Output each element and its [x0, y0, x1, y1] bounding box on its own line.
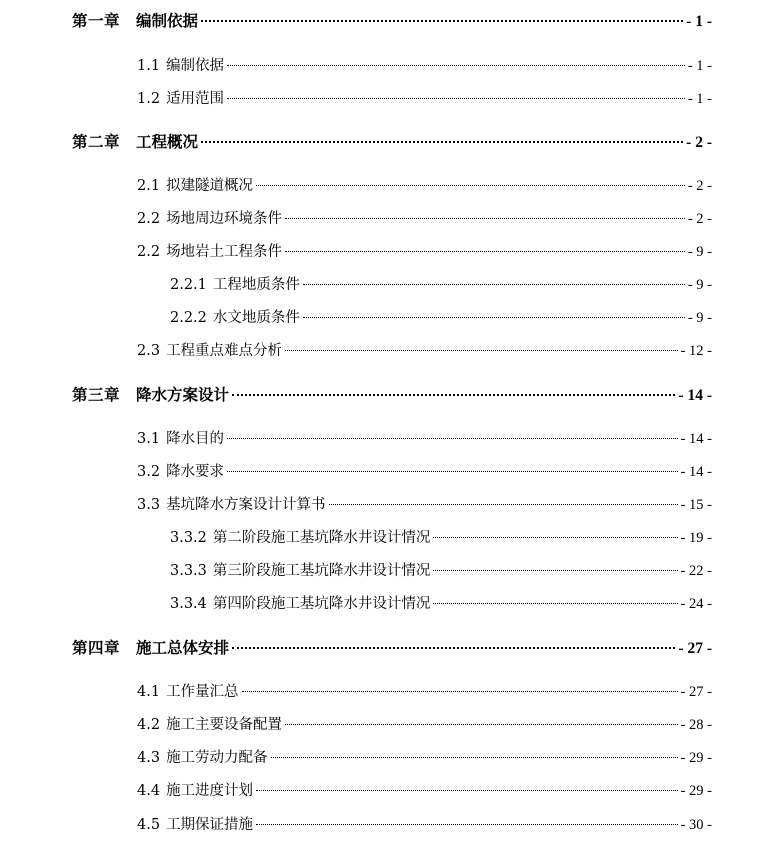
entry-title: 拟建隧道概况 [166, 178, 254, 194]
entry-title: 工程重点难点分析 [166, 343, 283, 359]
dot-leader [433, 537, 677, 538]
entry-title: 降水方案设计 [136, 385, 230, 404]
dot-leader [232, 647, 675, 649]
dot-leader [242, 691, 678, 692]
entry-title: 施工主要设备配置 [166, 717, 283, 733]
dot-leader [232, 394, 675, 396]
entry-number: 第二章 [72, 132, 121, 151]
entry-title: 施工总体安排 [136, 638, 230, 657]
entry-title: 第三阶段施工基坑降水井设计情况 [212, 563, 431, 579]
toc-section-entry[interactable] [137, 461, 712, 483]
toc-section-entry[interactable] [137, 241, 712, 263]
entry-title: 编制依据 [166, 58, 225, 74]
entry-number: 3.3.4 [170, 596, 207, 612]
entry-number: 2.2.1 [170, 277, 207, 293]
page-number: - 19 - [680, 530, 712, 546]
toc-subsection-entry[interactable] [170, 593, 712, 615]
toc-section-entry[interactable] [137, 494, 712, 516]
entry-number: 4.4 [137, 783, 161, 799]
page-number: - 2 - [687, 211, 712, 227]
toc-section-entry[interactable] [137, 340, 712, 362]
dot-leader [285, 218, 685, 219]
entry-title: 降水目的 [166, 431, 225, 447]
dot-leader [227, 98, 685, 99]
entry-title: 场地岩土工程条件 [166, 244, 283, 260]
entry-number: 3.3 [137, 497, 161, 513]
entry-title: 施工进度计划 [166, 783, 254, 799]
entry-title: 第二阶段施工基坑降水井设计情况 [212, 530, 431, 546]
dot-leader [285, 350, 678, 351]
page-number: - 1 - [687, 58, 712, 74]
entry-number: 2.2 [137, 244, 161, 260]
dot-leader [303, 284, 685, 285]
page-number: - 9 - [687, 277, 712, 293]
toc-section-entry[interactable] [137, 747, 712, 769]
dot-leader [303, 317, 685, 318]
entry-number: 第三章 [72, 385, 121, 404]
page-number: - 15 - [680, 497, 712, 513]
page-number: - 22 - [680, 563, 712, 579]
entry-number: 2.1 [137, 178, 161, 194]
dot-leader [227, 65, 685, 66]
toc-subsection-entry[interactable] [170, 527, 712, 549]
page-number: - 30 - [680, 817, 712, 833]
dot-leader [227, 471, 678, 472]
entry-title: 工程概况 [136, 132, 199, 151]
page-number: - 29 - [680, 783, 712, 799]
entry-title: 降水要求 [166, 464, 225, 480]
page-number: - 28 - [680, 717, 712, 733]
page-number: - 1 - [687, 91, 712, 107]
page-number: - 14 - [680, 464, 712, 480]
dot-leader [256, 790, 678, 791]
entry-title: 适用范围 [166, 91, 225, 107]
page-number: - 2 - [686, 134, 712, 151]
page-number: - 27 - [678, 640, 712, 657]
entry-title: 第四阶段施工基坑降水井设计情况 [212, 596, 431, 612]
entry-number: 3.3.2 [170, 530, 207, 546]
entry-number: 3.2 [137, 464, 161, 480]
toc-chapter-entry[interactable] [72, 131, 712, 153]
toc-subsection-entry[interactable] [170, 560, 712, 582]
dot-leader [433, 570, 677, 571]
dot-leader [285, 724, 678, 725]
entry-number: 2.3 [137, 343, 161, 359]
toc-section-entry[interactable] [137, 428, 712, 450]
entry-title: 工作量汇总 [166, 684, 239, 700]
toc-section-entry[interactable] [137, 714, 712, 736]
toc-chapter-entry[interactable] [72, 637, 712, 659]
toc-subsection-entry[interactable] [170, 274, 712, 296]
entry-number: 第四章 [72, 638, 121, 657]
toc-section-entry[interactable] [137, 814, 712, 836]
dot-leader [433, 603, 677, 604]
entry-number: 2.2 [137, 211, 161, 227]
entry-title: 场地周边环境条件 [166, 211, 283, 227]
entry-number: 4.5 [137, 817, 161, 833]
dot-leader [227, 438, 678, 439]
entry-title: 基坑降水方案设计计算书 [166, 497, 326, 513]
toc-chapter-entry[interactable] [72, 10, 712, 32]
page-number: - 14 - [680, 431, 712, 447]
entry-title: 工程地质条件 [212, 277, 300, 293]
toc-section-entry[interactable] [137, 55, 712, 77]
page-number: - 27 - [680, 684, 712, 700]
dot-leader [285, 251, 685, 252]
dot-leader [271, 757, 678, 758]
entry-number: 1.1 [137, 58, 161, 74]
toc-section-entry[interactable] [137, 175, 712, 197]
entry-number: 第一章 [72, 11, 121, 30]
dot-leader [201, 20, 683, 22]
entry-title: 水文地质条件 [212, 310, 300, 326]
toc-chapter-entry[interactable] [72, 384, 712, 406]
dot-leader [201, 141, 683, 143]
page-number: - 24 - [680, 596, 712, 612]
entry-title: 施工劳动力配备 [166, 750, 268, 766]
page-number: - 9 - [687, 244, 712, 260]
entry-number: 3.3.3 [170, 563, 207, 579]
entry-number: 4.1 [137, 684, 161, 700]
entry-number: 3.1 [137, 431, 161, 447]
page-number: - 1 - [686, 13, 712, 30]
toc-section-entry[interactable] [137, 88, 712, 110]
page-number: - 29 - [680, 750, 712, 766]
entry-number: 4.3 [137, 750, 161, 766]
page-number: - 14 - [678, 387, 712, 404]
dot-leader [329, 504, 678, 505]
page-number: - 9 - [687, 310, 712, 326]
entry-title: 工期保证措施 [166, 817, 254, 833]
dot-leader [256, 185, 685, 186]
page-number: - 12 - [680, 343, 712, 359]
entry-number: 1.2 [137, 91, 161, 107]
toc-section-entry[interactable] [137, 208, 712, 230]
toc-section-entry[interactable] [137, 681, 712, 703]
entry-title: 编制依据 [136, 11, 199, 30]
entry-number: 2.2.2 [170, 310, 207, 326]
page-number: - 2 - [687, 178, 712, 194]
dot-leader [256, 824, 678, 825]
toc-subsection-entry[interactable] [170, 307, 712, 329]
toc-section-entry[interactable] [137, 780, 712, 802]
entry-number: 4.2 [137, 717, 161, 733]
